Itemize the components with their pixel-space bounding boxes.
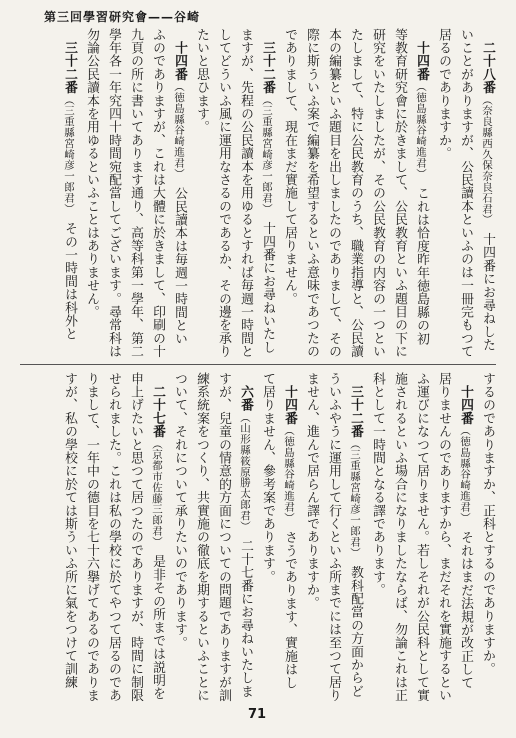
paragraph <box>432 28 498 358</box>
speaker-affiliation: （徳島縣谷崎進君） <box>459 424 471 518</box>
speaker-label: 六番 <box>238 385 253 412</box>
paragraph <box>256 372 300 702</box>
speaker-label: 三十二番 <box>260 41 275 95</box>
paragraph <box>300 372 366 702</box>
speaker-affiliation: （奈良縣西久保奈良石君） <box>481 94 493 220</box>
speaker-affiliation: （三重縣宮崎彦一郎君） <box>261 94 273 209</box>
speech-text: 十四番にお尋ねしたいことがありますが、公民讀本といふのは一冊完もつて居るのでありますか。 <box>436 28 495 358</box>
speaker-label: 三十二番 <box>62 41 77 95</box>
speech-text: これは恰度昨年徳島縣の初等教育研究會に於きまして、公民教育といふ題目の下に研究をいたしましたが、その公民教育の内容の一つといたしまして、特に公民教育のうち、職業指導と、公民讀本の編纂といふ題目を出しましたのでありまして、その際に斯ういふ案で編纂を希望するといふ意味であつたのでありまして、現在まだ實施して居りません。 <box>282 28 429 358</box>
speaker-affiliation: （三重縣宮崎彦一郎君） <box>349 438 361 553</box>
speaker-label: 二十七番 <box>150 385 165 439</box>
speaker-label: 二十八番 <box>480 41 495 95</box>
speech-text: それはまだ法規が改正して居りませんのでありますから、まだそれを實施するといふ運びになつて居りません。若しそれが公民科として實施されるといふ場合になりましたならば、勿論これは正科として一時間となる譯であります。 <box>370 372 473 702</box>
speaker-affiliation: （徳島縣谷崎進君） <box>415 80 427 174</box>
speaker-affiliation: （徳島縣谷崎進君） <box>173 80 185 174</box>
page-number: 71 <box>248 707 267 722</box>
upper-text-block <box>30 28 498 358</box>
speaker-affiliation: （山形縣筱原勝太郎君） <box>239 411 251 527</box>
paragraph <box>190 28 278 358</box>
speech-text: 二十七番にお尋ねいたしますが、兒童の情意的方面についての問題でありますが訓練系統案をつくり、共實施の徹底を期するといふことについて、それについて承りたいのであります。 <box>172 372 253 702</box>
paragraph <box>80 28 190 358</box>
lower-text-block <box>34 372 498 702</box>
paragraph <box>476 372 498 702</box>
speech-text: さうであります、實施はして居りません、參考案であります。 <box>260 372 297 690</box>
paragraph <box>58 28 80 358</box>
speech-text: その一時間は科外と <box>62 221 77 341</box>
paragraph <box>168 372 256 702</box>
speaker-label: 十四番 <box>282 385 297 425</box>
speaker-label: 三十二番 <box>348 385 363 439</box>
speaker-label: 十四番 <box>172 41 187 81</box>
speech-text: 十四番にお尋ねいたしますが、先程の公民讀本を用ゆるとすれば毎週一時間としてどういふ風に運用なさるのであるか、その邊を承りたいと思ひます。 <box>194 28 275 358</box>
paragraph <box>58 372 168 702</box>
paragraph <box>278 28 432 358</box>
paragraph <box>366 372 476 702</box>
speaker-label: 十四番 <box>414 41 429 81</box>
section-divider <box>20 364 496 365</box>
running-header: 第三回學習研究會——谷崎 <box>44 10 201 24</box>
speaker-affiliation: （徳島縣谷崎進君） <box>283 424 295 518</box>
speech-text: するのでありますか、正科とするのでありますか。 <box>480 372 495 676</box>
speaker-affiliation: （京都市佐藤三郎君） <box>151 438 163 542</box>
speech-text: 教科配當の方面からどういふやうに運用して行くといふ所までには至つて居りません、進んで居らん譯でありますか。 <box>304 372 363 702</box>
speaker-affiliation: （三重縣宮崎彦一郎君） <box>63 94 75 209</box>
speech-text: 公民讀本は毎週一時間といふのでありますが、これは大體に於きまして、印刷の十九頁の所に書いてあります通り、高等科第一學年、第二學年各一年究四十時間宛配當してございます。尋常科は勿論公民讀本を用ゆるといふことはありません。 <box>84 28 187 358</box>
speaker-label: 十四番 <box>458 385 473 425</box>
speech-text: 是非その所までは説明を申上げたいと思つて居つたのでありますが、時間に制限せられました。これは私の學校に於てやつて居るのでありまして、一年中の德目を七十六擧げてあるのでありますが、私の學校に於ては斯ういふ所に氣をつけて訓練 <box>62 372 165 702</box>
